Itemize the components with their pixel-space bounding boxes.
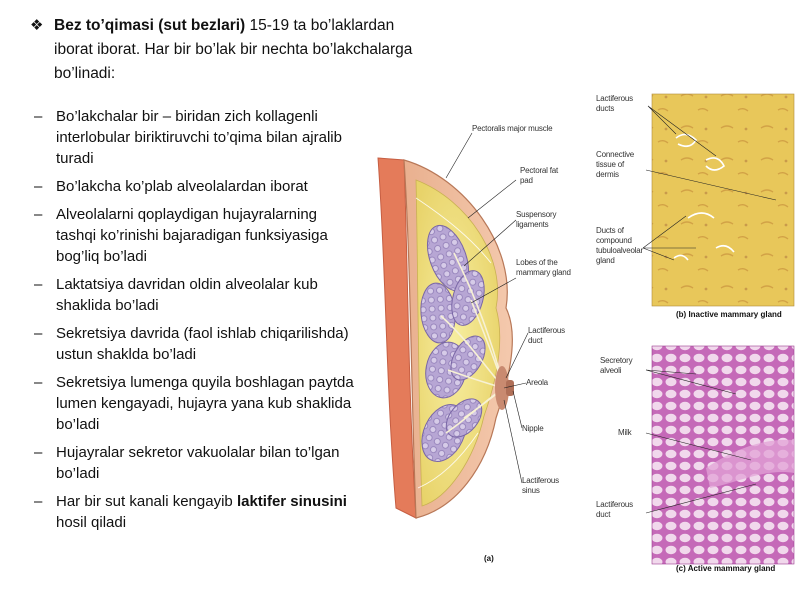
caption-panel-a: (a) xyxy=(484,554,494,563)
dash-bullet: – xyxy=(34,178,43,195)
label-panel-c-duct: Lactiferous duct xyxy=(596,500,633,519)
dash-bullet: – xyxy=(34,374,43,391)
dash-bullet: – xyxy=(34,444,43,461)
list-item xyxy=(34,106,354,169)
list-item-text: Bo’lakchalar bir – biridan zich kollagenli interlobular biriktiruvchi to’qima bilan ajralib turadi xyxy=(56,108,342,167)
diamond-bullet-icon: ❖ xyxy=(30,17,44,34)
label-lobes: Lobes of the mammary gland xyxy=(516,258,571,277)
figure-artwork xyxy=(356,88,800,578)
list-item xyxy=(34,372,354,435)
label-connective-tissue: Connective tissue of dermis xyxy=(596,150,635,179)
caption-panel-c: (c) Active mammary gland xyxy=(676,564,776,573)
list-item-text: Sekretsiya lumenga quyila boshlagan paytda lumen kengayadi, hujayra yana kub shaklida bo’ladi xyxy=(56,374,354,433)
label-secretory-alveoli: Secretory alveoli xyxy=(600,356,633,375)
dash-bullet: – xyxy=(34,206,43,223)
intro-text: 15-19 ta bo’laklardan iborat iborat. Har bir bo’lak bir nechta bo’lakchalarga bo’linadi: xyxy=(54,17,413,82)
label-nipple: Nipple xyxy=(522,424,544,433)
list-item-text-before: Har bir sut kanali kengayib xyxy=(56,493,237,510)
label-lactiferous-duct: Lactiferous duct xyxy=(528,326,565,345)
list-item xyxy=(34,204,354,267)
label-lactiferous-ducts: Lactiferous ducts xyxy=(596,94,633,113)
label-lactiferous-sinus: Lactiferous sinus xyxy=(522,476,559,495)
dash-bullet: – xyxy=(34,493,43,510)
label-compound-ducts: Ducts of compound tubuloalveolar gland xyxy=(596,226,644,265)
dash-bullet: – xyxy=(34,276,43,293)
list-item-bold: laktifer sinusini xyxy=(236,493,347,510)
dash-bullet: – xyxy=(34,108,43,125)
bullet-list xyxy=(34,106,354,540)
list-item-text: Alveolalarni qoplaydigan hujayralarning tashqi ko’rinishi bajaradigan funksiyasiga bog’liq bo’ladi xyxy=(56,206,328,265)
list-item xyxy=(34,176,354,197)
list-item xyxy=(34,491,354,533)
list-item-text: Hujayralar sekretor vakuolalar bilan to’lgan bo’ladi xyxy=(56,444,340,482)
label-areola: Areola xyxy=(526,378,548,387)
list-item-text: Bo’lakcha ko’plab alveolalardan iborat xyxy=(56,178,308,195)
list-item-text-after: hosil qiladi xyxy=(56,514,127,531)
label-ligaments: Suspensory ligaments xyxy=(516,210,557,229)
list-item-text: Laktatsiya davridan oldin alveolalar kub shaklida bo’ladi xyxy=(56,276,318,314)
list-item xyxy=(34,323,354,365)
dash-bullet: – xyxy=(34,325,43,342)
intro-paragraph xyxy=(30,14,424,86)
label-milk: Milk xyxy=(618,428,632,437)
label-pectoralis: Pectoralis major muscle xyxy=(472,124,553,133)
inactive-gland-micrograph xyxy=(652,94,794,306)
label-fat-pad: Pectoral fat pad xyxy=(520,166,559,185)
list-item xyxy=(34,274,354,316)
mammary-gland-figure xyxy=(356,88,800,578)
intro-heading: Bez to’qimasi (sut bezlari) xyxy=(54,17,246,34)
list-item-text: Sekretsiya davrida (faol ishlab chiqarilishda) ustun shaklda bo’ladi xyxy=(56,325,349,363)
breast-diagram xyxy=(378,158,514,518)
list-item xyxy=(34,442,354,484)
caption-panel-b: (b) Inactive mammary gland xyxy=(676,310,782,319)
